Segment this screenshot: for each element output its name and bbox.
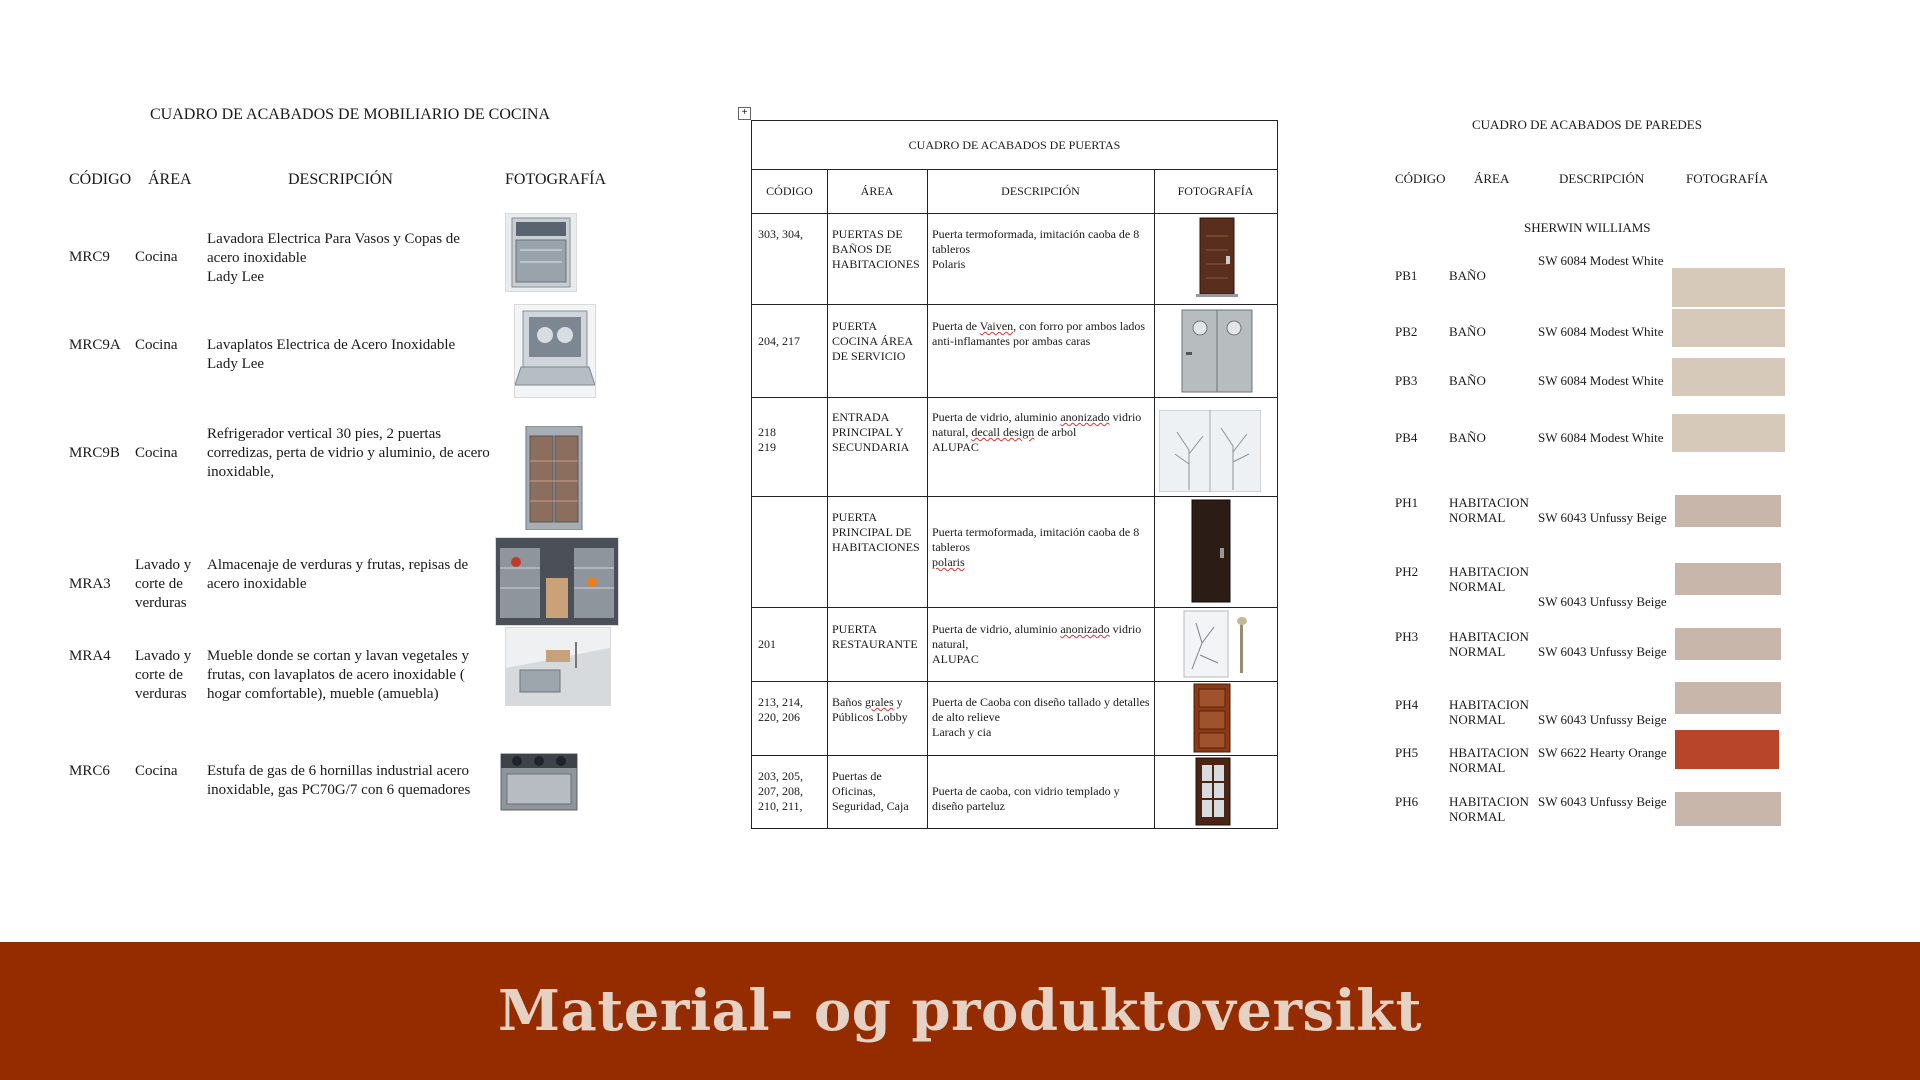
- doors-row-description: [932, 319, 1152, 349]
- kitchen-row-area: Cocina: [135, 337, 178, 353]
- text-span: Baños: [832, 695, 865, 709]
- doors-row-area: ENTRADA PRINCIPAL Y SECUNDARIA: [832, 410, 910, 454]
- walls-row-paint: SW 6043 Unfussy Beige: [1538, 794, 1667, 809]
- flagged-word: grales: [865, 695, 894, 709]
- carved-door-photo: [1192, 683, 1232, 753]
- kitchen-row-area: Cocina: [135, 763, 178, 779]
- doors-row-code: 218 219: [758, 425, 776, 454]
- doors-table: [751, 120, 1278, 829]
- color-swatch: [1675, 628, 1781, 660]
- swing-door-photo: [1178, 308, 1256, 394]
- color-swatch: [1675, 682, 1781, 714]
- walls-row-code: PH1: [1395, 495, 1419, 510]
- dishwasher-photo: [505, 213, 577, 292]
- kitchen-row-area: Lavado y corte de verduras: [135, 648, 192, 702]
- color-swatch: [1675, 563, 1781, 595]
- gas-stove-photo: [497, 744, 581, 816]
- walls-row-area: HBAITACION NORMAL: [1449, 745, 1529, 775]
- kitchen-row-code: MRC6: [69, 763, 110, 779]
- color-swatch: [1672, 309, 1785, 347]
- doors-row-code: 203, 205, 207, 208, 210, 211,: [758, 769, 803, 813]
- doors-title: CUADRO DE ACABADOS DE PUERTAS: [752, 121, 1277, 170]
- walls-row-paint: SW 6622 Hearty Orange: [1538, 745, 1667, 760]
- kitchen-row-description: Mueble donde se cortan y lavan vegetales y frutas, con lavaplatos de acero inoxidable ( hogar comfortable), mueble (amuebla): [207, 648, 469, 702]
- kitchen-row-code: MRA3: [69, 576, 111, 592]
- doors-row: [752, 304, 1277, 398]
- kitchen-row-description: Lavadora Electrica Para Vasos y Copas de acero inoxidable Lady Lee: [207, 231, 460, 285]
- kitchen-header-description: DESCRIPCIÓN: [288, 171, 393, 188]
- flagged-word: anonizado: [1060, 622, 1110, 636]
- kitchen-row-code: MRC9B: [69, 445, 120, 461]
- walls-row-paint: SW 6043 Unfussy Beige: [1538, 712, 1667, 727]
- text-span: Puerta de vidrio, aluminio: [932, 622, 1061, 636]
- sink-counter-photo: [505, 627, 611, 706]
- kitchen-row-code: MRA4: [69, 648, 111, 664]
- doors-row-description: [932, 525, 1152, 570]
- walls-row-area: HABITACION NORMAL: [1449, 794, 1529, 824]
- doors-row-description: [932, 622, 1152, 667]
- walls-row-code: PB4: [1395, 430, 1418, 445]
- text-span: Puerta de: [932, 319, 980, 333]
- flagged-word: polaris: [932, 555, 965, 569]
- kitchen-header-area: ÁREA: [148, 171, 192, 188]
- doors-row-code: 204, 217: [758, 334, 800, 348]
- walls-row-code: PH6: [1395, 794, 1419, 809]
- walls-row-paint: SW 6084 Modest White: [1538, 373, 1664, 388]
- doors-row-code: 303, 304,: [758, 227, 803, 241]
- color-swatch: [1675, 792, 1781, 826]
- paint-brand: SHERWIN WILLIAMS: [1524, 220, 1651, 235]
- walls-row-paint: SW 6043 Unfussy Beige: [1538, 510, 1667, 525]
- glass-door-photo: [1182, 609, 1260, 679]
- color-swatch: [1675, 730, 1779, 769]
- doors-row: [752, 496, 1277, 608]
- doors-header-area: ÁREA: [860, 183, 894, 198]
- walls-row-paint: SW 6084 Modest White: [1538, 324, 1664, 339]
- kitchen-row-area: Cocina: [135, 249, 178, 265]
- doors-header-code: CÓDIGO: [766, 183, 813, 198]
- kitchen-row-description: Almacenaje de verduras y frutas, repisas de acero inoxidable: [207, 557, 469, 592]
- doors-row-description: Puerta de caoba, con vidrio templado y diseño parteluz: [932, 784, 1120, 813]
- walls-row-area: HABITACION NORMAL: [1449, 495, 1529, 525]
- kitchen-header-code: CÓDIGO: [69, 171, 132, 188]
- color-swatch: [1672, 268, 1785, 307]
- walls-row-area: HABITACION NORMAL: [1449, 564, 1529, 594]
- walls-row-paint: SW 6043 Unfussy Beige: [1538, 594, 1667, 609]
- doors-row-description: Puerta de Caoba con diseño tallado y detalles de alto relieve Larach y cia: [932, 695, 1150, 739]
- dishwasher-open-photo: [514, 304, 596, 398]
- slide-title: Material- og produktoversikt: [498, 978, 1422, 1044]
- walls-row-area: HABITACION NORMAL: [1449, 629, 1529, 659]
- doors-row-description: Puerta termoformada, imitación caoba de 8 tableros Polaris: [932, 227, 1140, 271]
- wood-door-photo: [1186, 216, 1246, 302]
- column-divider: [927, 169, 928, 828]
- walls-row-code: PH5: [1395, 745, 1419, 760]
- flagged-word: anonizado: [1060, 410, 1110, 424]
- doors-row: [752, 397, 1277, 497]
- flagged-word: Vaiven: [979, 319, 1014, 333]
- kitchen-title: CUADRO DE ACABADOS DE MOBILIARIO DE COCINA: [150, 106, 551, 123]
- text-span: Puerta de vidrio, aluminio: [932, 410, 1061, 424]
- text-span: y Públicos Lobby: [832, 695, 908, 724]
- doors-row-code: 213, 214, 220, 206: [758, 695, 803, 724]
- kitchen-row-area: Lavado y corte de verduras: [135, 557, 192, 611]
- doors-row-code: 201: [758, 637, 776, 651]
- walls-row-code: PH4: [1395, 697, 1419, 712]
- kitchen-row-description: Refrigerador vertical 30 pies, 2 puertas corredizas, perta de vidrio y aluminio, de acero inoxidable,: [207, 426, 490, 480]
- doors-row-area: PUERTA COCINA ÁREA DE SERVICIO: [832, 319, 913, 363]
- doors-row: [752, 607, 1277, 682]
- walls-row-area: BAÑO: [1449, 430, 1486, 445]
- doors-row: [752, 755, 1277, 829]
- doors-row-area: PUERTAS DE BAÑOS DE HABITACIONES: [832, 227, 920, 271]
- walls-title: CUADRO DE ACABADOS DE PAREDES: [1472, 117, 1702, 132]
- walls-row-code: PH2: [1395, 564, 1419, 579]
- walls-row-area: BAÑO: [1449, 324, 1486, 339]
- walls-row-code: PB2: [1395, 324, 1418, 339]
- text-span: de arbol ALUPAC: [932, 425, 1077, 454]
- refrigerator-photo: [524, 426, 584, 530]
- title-banner: [0, 942, 1920, 1080]
- color-swatch: [1672, 414, 1785, 452]
- doors-row-area: PUERTA PRINCIPAL DE HABITACIONES: [832, 510, 920, 554]
- kitchen-row-code: MRC9: [69, 249, 110, 265]
- dark-wood-door-photo: [1186, 498, 1236, 604]
- doors-row-area: Puertas de Oficinas, Seguridad, Caja: [832, 769, 909, 813]
- walls-row-paint: SW 6084 Modest White: [1538, 430, 1664, 445]
- color-swatch: [1672, 358, 1785, 396]
- column-divider: [1154, 169, 1155, 828]
- doors-row-area: [832, 695, 924, 725]
- kitchen-row-description: Lavaplatos Electrica de Acero Inoxidable Lady Lee: [207, 337, 456, 372]
- walls-row-code: PB3: [1395, 373, 1418, 388]
- text-span: vidrio natural, ALUPAC: [932, 622, 1142, 666]
- walls-header-photo: FOTOGRAFÍA: [1686, 171, 1769, 186]
- doors-row: [752, 681, 1277, 756]
- kitchen-row-description: Estufa de gas de 6 hornillas industrial acero inoxidable, gas PC70G/7 con 6 quemadores: [207, 763, 471, 798]
- doors-header-row: [752, 169, 1277, 214]
- walls-header-code: CÓDIGO: [1395, 171, 1446, 186]
- walls-row-paint: SW 6043 Unfussy Beige: [1538, 644, 1667, 659]
- walls-row-area: HABITACION NORMAL: [1449, 697, 1529, 727]
- text-span: Puerta termoformada, imitación caoba de 8 tableros: [932, 525, 1140, 554]
- doors-row-area: PUERTA RESTAURANTE: [832, 622, 918, 651]
- doors-table-handle[interactable]: +: [738, 107, 751, 120]
- walls-header-description: DESCRIPCIÓN: [1559, 171, 1645, 186]
- walls-header-area: ÁREA: [1474, 171, 1510, 186]
- glass-door-tree-photo: [1159, 410, 1261, 492]
- text-span: vidrio natural,: [932, 410, 1142, 439]
- storage-room-photo: [495, 537, 619, 626]
- walls-row-code: PB1: [1395, 268, 1418, 283]
- column-divider: [827, 169, 828, 828]
- walls-row-code: PH3: [1395, 629, 1419, 644]
- walls-row-paint: SW 6084 Modest White: [1538, 253, 1664, 268]
- kitchen-header-photo: FOTOGRAFÍA: [505, 171, 607, 188]
- walls-row-area: BAÑO: [1449, 373, 1486, 388]
- kitchen-row-code: MRC9A: [69, 337, 121, 353]
- doors-row: [752, 213, 1277, 305]
- walls-row-area: BAÑO: [1449, 268, 1486, 283]
- doors-header-description: DESCRIPCIÓN: [1001, 183, 1080, 198]
- flagged-word: decall design: [971, 425, 1035, 439]
- kitchen-row-area: Cocina: [135, 445, 178, 461]
- color-swatch: [1675, 495, 1781, 527]
- doors-row-description: [932, 410, 1152, 455]
- glass-panel-door-photo: [1194, 757, 1232, 826]
- text-span: , con forro por ambos lados anti-inflamantes por ambas caras: [932, 319, 1146, 348]
- doors-header-photo: FOTOGRAFÍA: [1177, 183, 1254, 198]
